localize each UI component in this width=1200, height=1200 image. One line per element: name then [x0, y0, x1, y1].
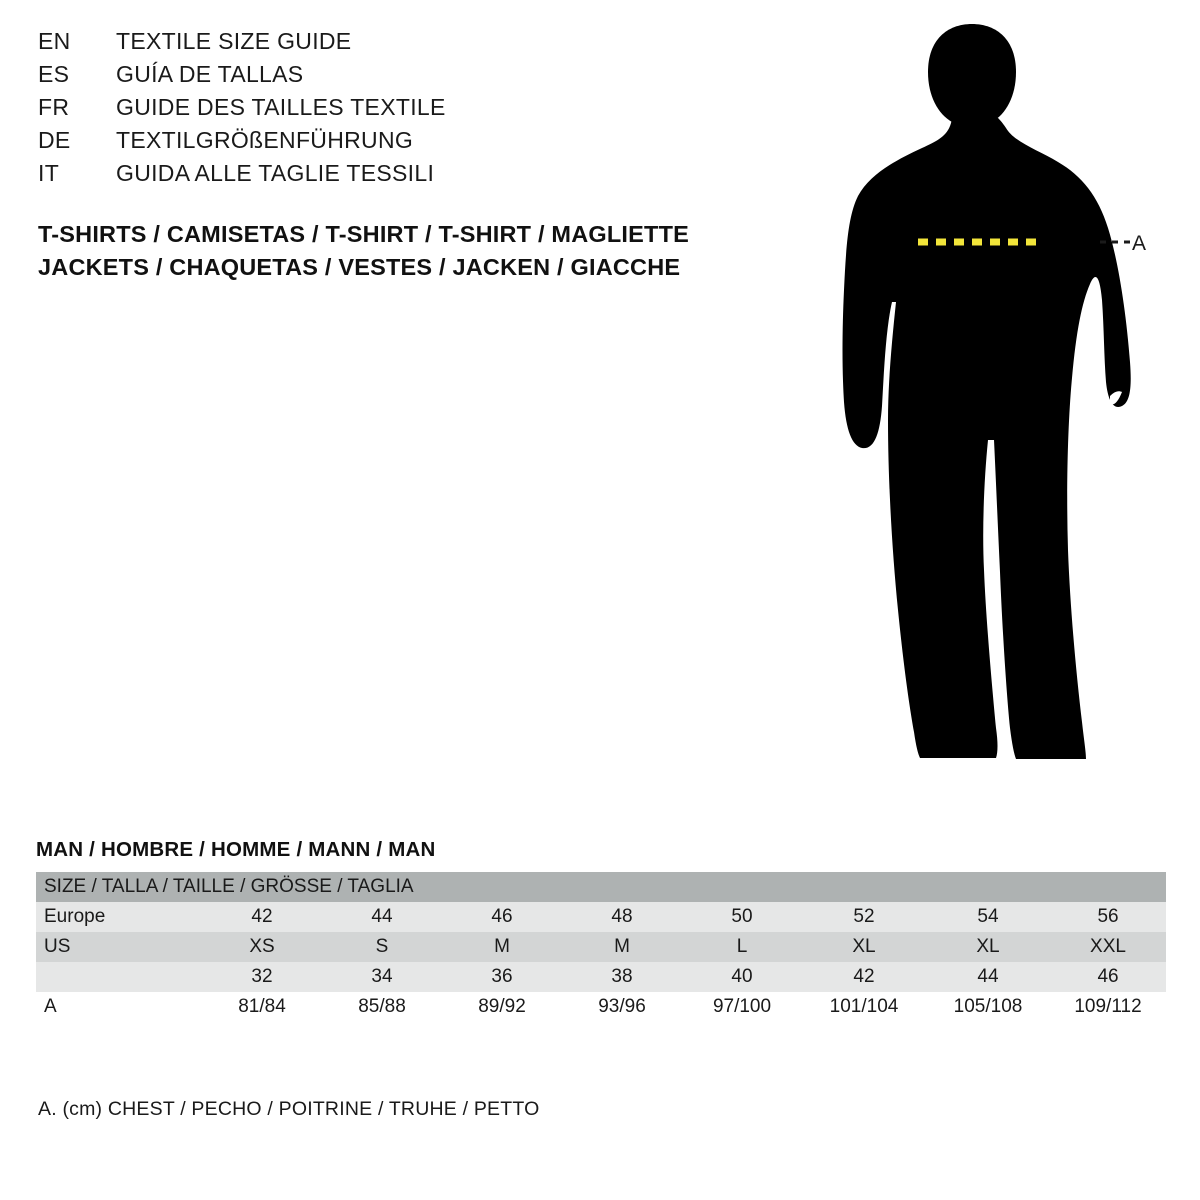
- language-code: DE: [38, 127, 71, 153]
- table-section-title: MAN / HOMBRE / HOMME / MANN / MAN: [36, 838, 436, 861]
- table-cell: 56: [1050, 902, 1166, 932]
- table-row: [36, 962, 1166, 992]
- table-cell: 32: [202, 962, 322, 992]
- table-cell: 50: [682, 902, 802, 932]
- language-code: IT: [38, 160, 60, 186]
- table-cell: 38: [562, 962, 682, 992]
- table-cell: 93/96: [562, 992, 682, 1022]
- language-row: [38, 94, 738, 127]
- table-row: [36, 932, 1166, 962]
- table-cell: XL: [926, 932, 1050, 962]
- language-header-block: [38, 28, 738, 193]
- body-figure-area: [800, 10, 1200, 800]
- table-cell: 85/88: [322, 992, 442, 1022]
- table-cell: XS: [202, 932, 322, 962]
- table-cell: 34: [322, 962, 442, 992]
- table-cell: S: [322, 932, 442, 962]
- table-cell: 46: [1050, 962, 1166, 992]
- table-cell: 81/84: [202, 992, 322, 1022]
- language-row: [38, 28, 738, 61]
- male-silhouette-icon: [800, 10, 1200, 800]
- table-row: [36, 902, 1166, 932]
- size-table-section: [36, 838, 1166, 1022]
- garment-category-block: [38, 218, 798, 284]
- row-label: US: [36, 932, 202, 962]
- table-row: [36, 992, 1166, 1022]
- table-cell: M: [442, 932, 562, 962]
- language-code: EN: [38, 28, 71, 54]
- row-label: A: [36, 992, 202, 1022]
- table-cell: 44: [322, 902, 442, 932]
- language-row: [38, 61, 738, 94]
- table-cell: 40: [682, 962, 802, 992]
- language-title: GUÍA DE TALLAS: [116, 61, 304, 87]
- table-cell: 97/100: [682, 992, 802, 1022]
- table-cell: 42: [202, 902, 322, 932]
- table-cell: 48: [562, 902, 682, 932]
- table-cell: 44: [926, 962, 1050, 992]
- table-cell: 89/92: [442, 992, 562, 1022]
- table-footnote: A. (cm) CHEST / PECHO / POITRINE / TRUHE / PETTO: [38, 1098, 540, 1120]
- table-cell: XL: [802, 932, 926, 962]
- table-cell: 42: [802, 962, 926, 992]
- table-cell: 105/108: [926, 992, 1050, 1022]
- table-cell: 101/104: [802, 992, 926, 1022]
- row-label: [36, 962, 202, 992]
- language-code: ES: [38, 61, 70, 87]
- language-title: GUIDE DES TAILLES TEXTILE: [116, 94, 446, 120]
- language-row: [38, 160, 738, 193]
- table-cell: L: [682, 932, 802, 962]
- size-table: [36, 872, 1166, 1022]
- language-row: [38, 127, 738, 160]
- table-cell: 109/112: [1050, 992, 1166, 1022]
- table-cell: XXL: [1050, 932, 1166, 962]
- measure-label-a: A: [1132, 232, 1147, 255]
- table-header-row: [36, 872, 1166, 902]
- table-cell: 52: [802, 902, 926, 932]
- category-line-tshirts: T-SHIRTS / CAMISETAS / T-SHIRT / T-SHIRT / MAGLIETTE: [38, 221, 689, 247]
- table-cell: M: [562, 932, 682, 962]
- language-code: FR: [38, 94, 70, 120]
- row-label: Europe: [36, 902, 202, 932]
- language-title: GUIDA ALLE TAGLIE TESSILI: [116, 160, 435, 186]
- table-header-label: SIZE / TALLA / TAILLE / GRÖSSE / TAGLIA: [36, 872, 1166, 902]
- table-cell: 54: [926, 902, 1050, 932]
- table-cell: 36: [442, 962, 562, 992]
- language-title: TEXTILGRÖßENFÜHRUNG: [116, 127, 414, 153]
- table-cell: 46: [442, 902, 562, 932]
- category-line-jackets: JACKETS / CHAQUETAS / VESTES / JACKEN / GIACCHE: [38, 254, 681, 280]
- language-title: TEXTILE SIZE GUIDE: [116, 28, 352, 54]
